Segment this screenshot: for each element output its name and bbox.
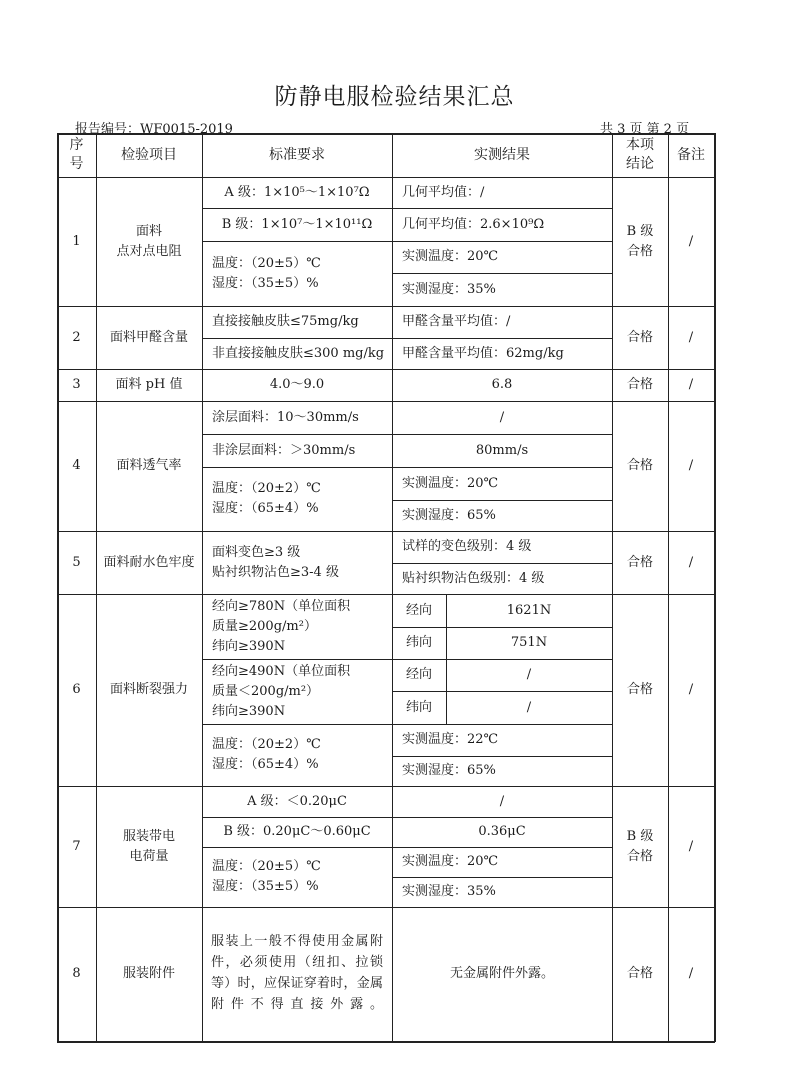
header-standard: 标准要求: [269, 147, 325, 163]
page-current: 第 2 页: [646, 122, 690, 137]
report-number: 报告编号：WF0015-2019: [75, 122, 233, 137]
result-accessories: 无金属附件外露。: [449, 966, 554, 981]
conclusion: B 级 合格: [626, 828, 654, 864]
remark: /: [688, 966, 694, 981]
conclusion: B 级 合格: [626, 223, 654, 259]
row-number: 3: [72, 377, 81, 392]
result-temperature: 实测温度：20℃: [402, 249, 499, 264]
test-item: 面料透气率: [116, 458, 182, 473]
standard-grade-a: A 级：＜0.20μC: [247, 793, 347, 809]
weft-label: 纬向: [405, 635, 432, 650]
test-item: 面料甲醛含量: [109, 329, 188, 345]
standard-grade-b: B 级：1×10⁷～1×10¹¹Ω: [221, 216, 373, 232]
test-item: 面料 pH 值: [115, 377, 183, 392]
header-seq: 序 号: [69, 137, 84, 172]
result-humidity: 实测湿度：65%: [402, 507, 496, 523]
page-title: 防静电服检验结果汇总: [274, 84, 515, 110]
result-value: 6.8: [491, 377, 513, 392]
result-direct-contact: 甲醛含量平均值：/: [402, 314, 511, 329]
conclusion: 合格: [626, 458, 653, 473]
standard-grade-b: B 级：0.20μC～0.60μC: [223, 824, 371, 839]
result-uncoated: 80mm/s: [475, 442, 529, 458]
header-result: 实测结果: [474, 147, 530, 163]
standard-conditions: 温度：（20±2）℃ 湿度：（65±4）%: [212, 481, 321, 516]
remark: /: [688, 554, 694, 570]
test-item: 服装附件: [122, 966, 175, 981]
result-coated: /: [499, 409, 505, 425]
warp-label: 经向: [405, 602, 432, 618]
standard-conditions: 温度：（20±5）℃ 湿度：（35±5）%: [212, 255, 321, 291]
standard-grade-a: A 级：1×10⁵～1×10⁷Ω: [224, 184, 370, 200]
remark: /: [688, 329, 694, 345]
test-item: 面料断裂强力: [109, 682, 188, 697]
conclusion: 合格: [626, 329, 653, 345]
standard-indirect-contact: 非直接接触皮肤≤300 mg/kg: [212, 345, 385, 361]
standard-direct-contact: 直接接触皮肤≤75mg/kg: [212, 314, 359, 329]
standard-heavy-fabric: 经向≥780N（单位面积 质量≥200g/m²） 纬向≥390N: [212, 598, 351, 654]
result-temperature: 实测温度：22℃: [402, 732, 499, 747]
row-number: 8: [72, 966, 81, 981]
conclusion: 合格: [626, 554, 653, 570]
result-grade-b: 0.36μC: [478, 824, 526, 839]
result-discoloration: 试样的变色级别：4 级: [402, 539, 532, 554]
test-item: 服装带电 电荷量: [122, 828, 175, 864]
header-remark: 备注: [677, 147, 705, 163]
conclusion: 合格: [626, 966, 653, 981]
result-temperature: 实测温度：20℃: [402, 854, 499, 869]
conclusion: 合格: [626, 682, 653, 697]
result-grade-b: 几何平均值：2.6×10⁹Ω: [402, 216, 545, 232]
standard-color-fastness: 面料变色≥3 级 贴衬织物沾色≥3-4 级: [212, 544, 339, 580]
remark: /: [688, 458, 694, 473]
remark: /: [688, 233, 694, 249]
result-indirect-contact: 甲醛含量平均值：62mg/kg: [402, 345, 564, 361]
weft-label: 纬向: [405, 699, 432, 715]
remark: /: [688, 682, 694, 697]
remark: /: [688, 377, 694, 392]
result-temperature: 实测温度：20℃: [402, 475, 499, 491]
result-warp-heavy: 1621N: [506, 602, 552, 618]
remark: /: [688, 838, 694, 854]
header-item: 检验项目: [121, 147, 177, 163]
result-grade-a: /: [499, 793, 505, 809]
result-warp-light: /: [526, 667, 532, 682]
result-weft-heavy: 751N: [510, 635, 548, 650]
result-staining: 贴衬织物沾色级别：4 级: [402, 570, 545, 586]
row-number: 1: [72, 233, 81, 249]
row-number: 4: [72, 458, 81, 473]
result-humidity: 实测湿度：35%: [402, 281, 496, 297]
header-conclusion: 本项 结论: [626, 137, 654, 172]
row-number: 5: [72, 554, 81, 570]
standard-light-fabric: 经向≥490N（单位面积 质量＜200g/m²） 纬向≥390N: [212, 663, 351, 719]
result-grade-a: 几何平均值：/: [402, 184, 485, 200]
result-humidity: 实测湿度：65%: [402, 763, 496, 778]
conclusion: 合格: [626, 377, 653, 392]
warp-label: 经向: [405, 667, 432, 682]
page-total: 共 3 页: [600, 122, 643, 137]
row-number: 7: [72, 838, 81, 854]
standard-range: 4.0～9.0: [269, 377, 325, 392]
standard-coated: 涂层面料：10～30mm/s: [212, 409, 359, 425]
test-item: 面料 点对点电阻: [116, 223, 182, 259]
row-number: 6: [72, 682, 81, 697]
standard-accessories: 服装上一般不得使用金属附件，必须使用（纽扣、拉锁等）时，应保证穿着时，金属附件不得直接外露。: [211, 934, 383, 1012]
result-weft-light: /: [526, 699, 532, 715]
row-number: 2: [72, 329, 81, 345]
result-humidity: 实测湿度：35%: [402, 884, 496, 899]
test-item: 面料耐水色牢度: [103, 554, 195, 570]
standard-conditions: 温度：（20±2）℃ 湿度：（65±4）%: [212, 737, 321, 772]
standard-conditions: 温度：（20±5）℃ 湿度：（35±5）%: [212, 859, 321, 894]
standard-uncoated: 非涂层面料：＞30mm/s: [212, 442, 356, 458]
